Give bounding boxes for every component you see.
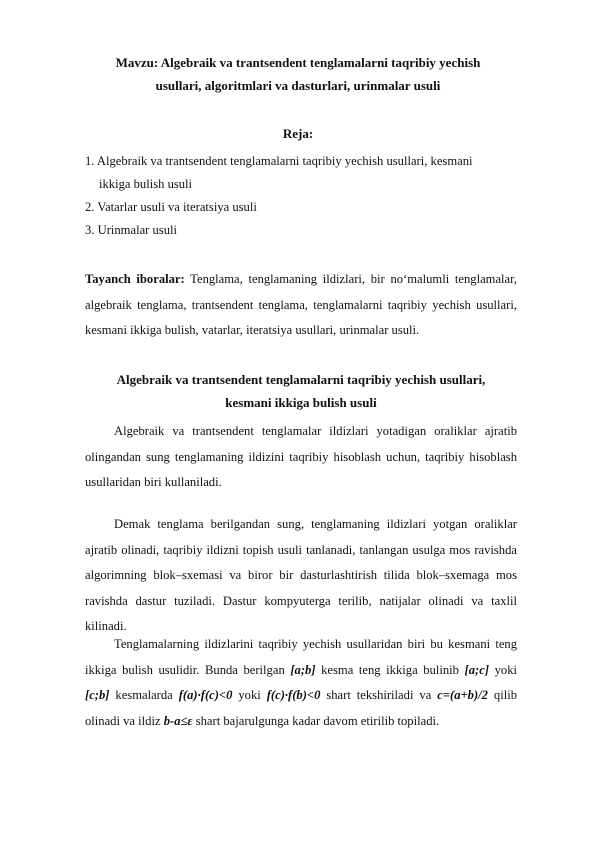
math-interval-ab: [a;b] [290,662,316,677]
section-title-line-1: Algebraik va trantsendent tenglamalarni taqribiy yechish usullari, [116,372,486,387]
text-run: shart tekshiriladi va [320,688,438,702]
keywords-paragraph [85,267,517,344]
keywords-label: Tayanch iboralar: [85,272,185,286]
body-paragraph-1: Algebraik va trantsendent tenglamalar ildizlari yotadigan oraliklar ajratib olingandan sung tenglamaning ildizini taqribiy hisoblash uchun, taqribiy hisoblash usullaridan biri kullaniladi. [85,424,517,489]
text-run: qilib olinadi va ildiz [85,688,518,728]
text-run: Tenglamalarning ildizlarini taqribiy yechish usullaridan biri bu kesmani teng ikkiga bulish usulidir. Bunda berilgan [85,637,517,677]
text-run: yoki [232,688,267,702]
math-stop-condition: b-a≤ε [163,713,193,728]
math-midpoint: c=(a+b)/2 [437,688,488,702]
plan-item: 3. Urinmalar usuli [85,223,177,237]
text-run: shart bajarulgunga kadar davom etirilib topiladi. [192,713,440,728]
body-paragraph-2: Demak tenglama berilgandan sung, tenglamaning ildizlari yotgan oraliklar ajratib olinadi, taqribiy ildizni topish usuli tanlanadi, tanlangan usulga mos ravishda algorimning blok–sxemasi va biror bir dasturlashtirish tilida blok–sxemaga mos ravishda dastur tuziladi. Dastur kompyuterga terilib, natijalar olinadi va taxlil kilinadi. [85,517,517,633]
plan-list [85,150,517,242]
plan-heading: Reja: [282,126,314,141]
math-condition-2: f(c)·f(b)<0 [266,688,321,702]
page-title [80,51,516,97]
plan-item: 2. Vatarlar usuli va iteratsiya usuli [85,200,257,214]
section-title [85,368,517,414]
text-run: yoki [489,662,518,677]
keywords-text: Tenglama, tenglamaning ildizlari, bir no‘malumli tenglamalar, algebraik tenglama, trantsendent tenglama, tenglamalarni taqribiy yechish usullari, kesmani ikkiga bulish, vatarlar, iteratsiya usullari, urinmalar usuli. [85,272,517,337]
body-paragraph-3 [85,632,517,734]
math-interval-cb: [c;b] [85,688,110,702]
title-line-1: Mavzu: Algebraik va trantsendent tenglamalarni taqribiy yechish [115,55,481,70]
title-line-2: usullari, algoritmlari va dasturlari, urinmalar usuli [155,78,441,93]
text-run: kesmalarda [109,688,179,702]
math-condition-1: f(a)·f(c)<0 [178,688,233,702]
plan-item: 1. Algebraik va trantsendent tenglamalarni taqribiy yechish usullari, kesmani [85,154,473,168]
math-interval-ac: [a;c] [464,662,490,677]
plan-item-continuation: ikkiga bulish usuli [99,177,193,191]
text-run: kesma teng ikkiga bulinib [315,662,465,677]
section-title-line-2: kesmani ikkiga bulish usuli [225,395,377,410]
